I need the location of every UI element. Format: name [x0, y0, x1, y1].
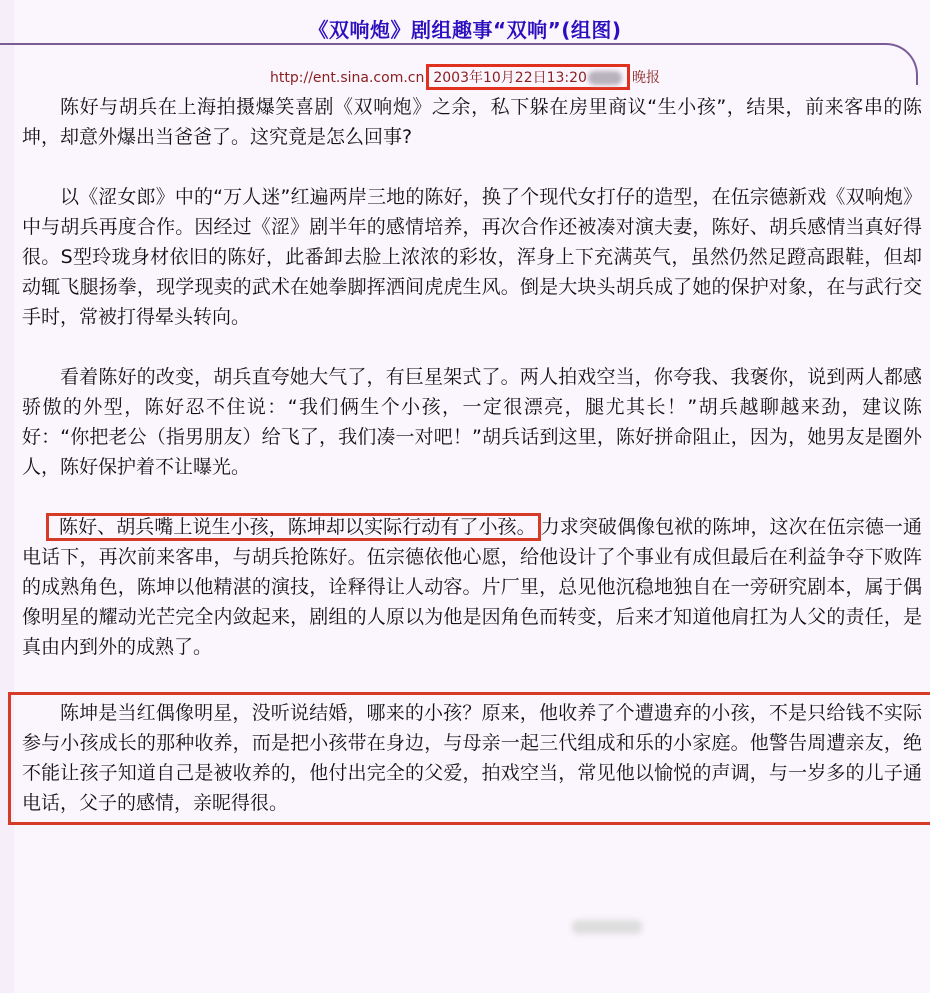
paragraph-3: 看着陈好的改变，胡兵直夸她大气了，有巨星架式了。两人拍戏空当，你夸我、我褒你，说到两人都感骄傲的外型，陈好忍不住说：“我们俩生个小孩，一定很漂亮，腿尤其长！”胡兵越聊越来劲，建议陈好：“你把老公（指男朋友）给飞了，我们凑一对吧！”胡兵话到这里，陈好拼命阻止，因为，她男友是圈外人，陈好保护着不让曝光。	[22, 366, 922, 478]
paragraph-5-highlighted: 陈坤是当红偶像明星，没听说结婚，哪来的小孩？原来，他收养了个遭遗弃的小孩，不是只给钱不实际参与小孩成长的那种收养，而是把小孩带在身边，与母亲一起三代组成和乐的小家庭。他警告周遭亲友，绝不能让孩子知道自己是被收养的，他付出完全的父爱，拍戏空当，常见他以愉悦的声调，与一岁多的儿子通电话，父子的感情，亲昵得很。	[8, 692, 930, 825]
publish-date-highlight	[426, 64, 630, 90]
paragraph-4-rest: 力求突破偶像包袱的陈坤，这次在伍宗德一通电话下，再次前来客串，与胡兵抢陈好。伍宗德依他心愿，给他设计了个事业有成但最后在利益争夺下败阵的成熟角色，陈坤以他精湛的演技，诠释得让人动容。片厂里，总见他沉稳地独自在一旁研究剧本，属于偶像明星的耀动光芒完全内敛起来，剧组的人原以为他是因角色而转变，后来才知道他肩扛为人父的责任，是真由内到外的成熟了。	[22, 516, 922, 658]
paragraph-4	[22, 512, 922, 662]
title-divider	[0, 43, 882, 45]
redacted-source	[588, 71, 622, 85]
source-url[interactable]: http://ent.sina.com.cn	[270, 70, 425, 86]
article-meta	[0, 64, 930, 90]
article-body	[22, 92, 922, 855]
article-title: 《双响炮》剧组趣事“双响”(组图)	[308, 18, 622, 42]
highlighted-sentence: 陈好、胡兵嘴上说生小孩，陈坤却以实际行动有了小孩。	[46, 513, 541, 541]
publish-date: 2003年10月22日13:20	[433, 70, 587, 86]
source-tail: 晚报	[631, 70, 660, 86]
paragraph-1: 陈好与胡兵在上海拍摄爆笑喜剧《双响炮》之余，私下躲在房里商议“生小孩”，结果，前来客串的陈坤，却意外爆出当爸爸了。这究竟是怎么回事?	[22, 96, 922, 148]
redacted-watermark	[572, 920, 642, 934]
left-border-stripe	[0, 0, 14, 993]
paragraph-2: 以《涩女郎》中的“万人迷”红遍两岸三地的陈好，换了个现代女打仔的造型，在伍宗德新戏《双响炮》中与胡兵再度合作。因经过《涩》剧半年的感情培养，再次合作还被凑对演夫妻，陈好、胡兵感情当真好得很。S型玲珑身材依旧的陈好，此番卸去脸上浓浓的彩妆，浑身上下充满英气，虽然仍然足蹬高跟鞋，但却动辄飞腿扬拳，现学现卖的武术在她拳脚挥洒间虎虎生风。倒是大块头胡兵成了她的保护对象，在与武行交手时，常被打得晕头转向。	[22, 186, 922, 328]
